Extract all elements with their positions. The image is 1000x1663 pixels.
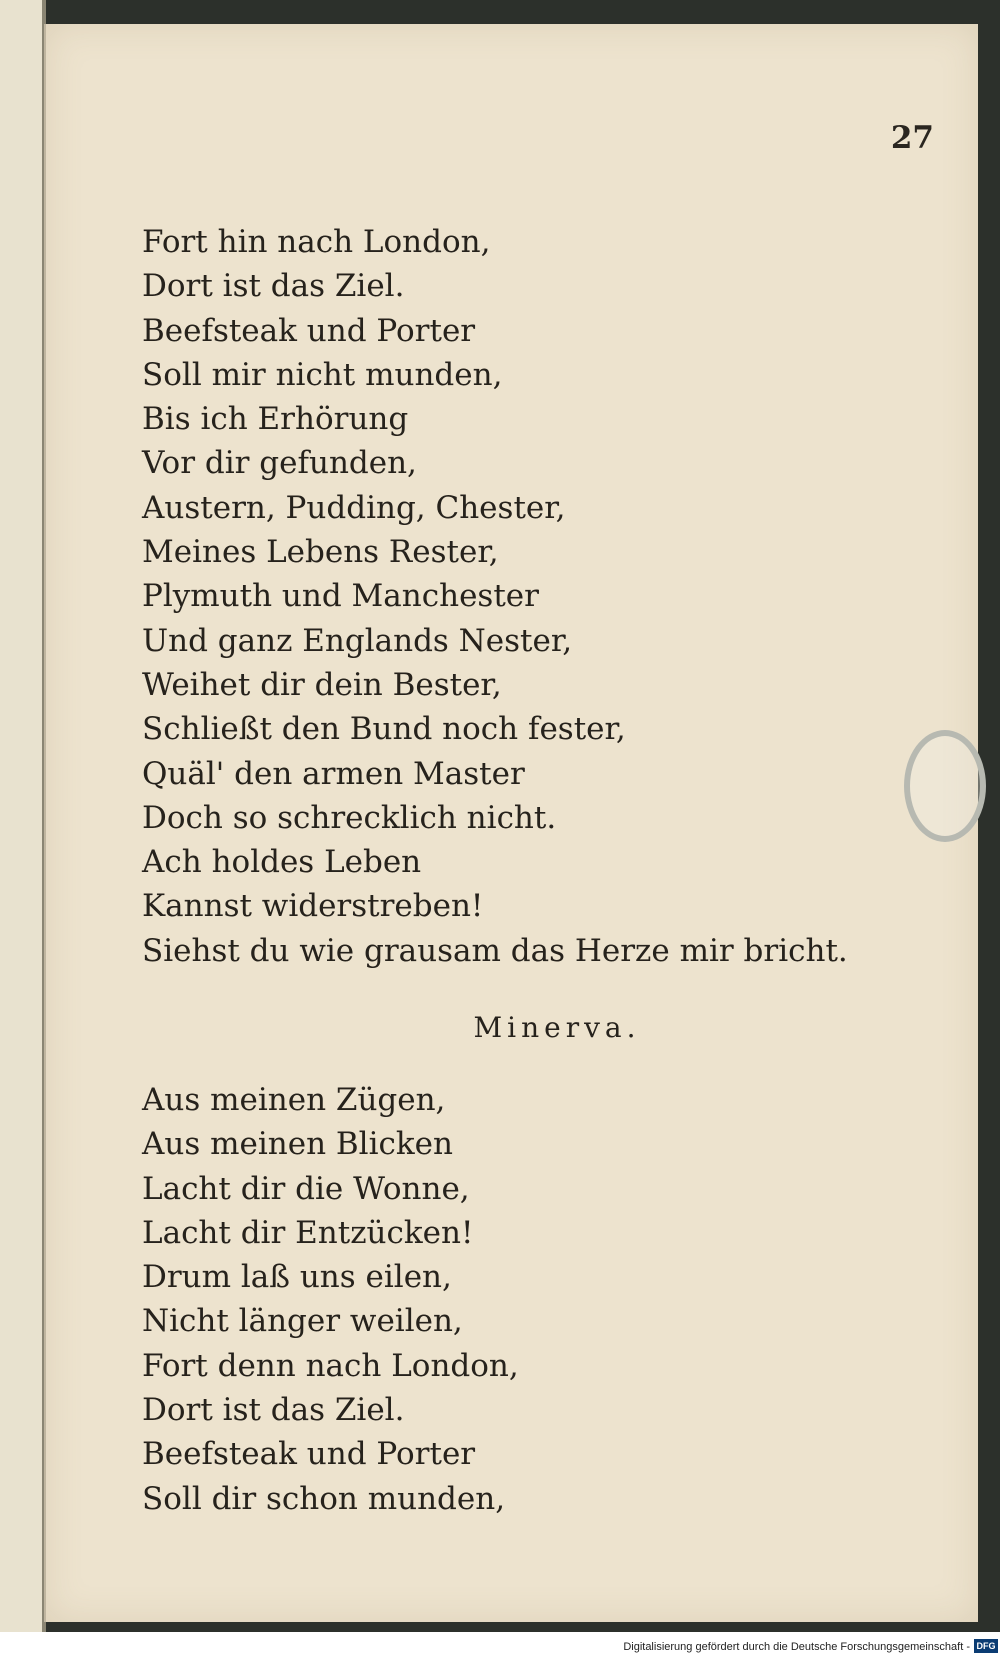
verse-line: Aus meinen Blicken xyxy=(142,1126,453,1163)
verse-line: Soll dir schon munden, xyxy=(142,1480,506,1517)
verse-line: Siehst du wie grausam das Herze mir bricht. xyxy=(142,932,848,969)
verse-line: Kannst widerstreben! xyxy=(142,888,484,925)
verse-line: Lacht dir die Wonne, xyxy=(142,1170,470,1207)
verse-line: Beefsteak und Porter xyxy=(142,312,476,349)
page-number: 27 xyxy=(890,120,934,156)
speaker-heading: Minerva. xyxy=(473,1011,641,1044)
footer-bar xyxy=(0,1632,1000,1663)
book-page xyxy=(44,24,978,1622)
verse-line: Aus meinen Zügen, xyxy=(142,1082,446,1118)
verse-line: Meines Lebens Rester, xyxy=(142,534,499,571)
digitization-credit: Digitalisierung gefördert durch die Deutsche Forschungsgemeinschaft - xyxy=(623,1641,970,1653)
verse-line: Fort hin nach London, xyxy=(142,224,491,260)
verse-line: Lacht dir Entzücken! xyxy=(142,1214,474,1251)
binding-clip xyxy=(904,730,986,842)
verse-line: Ach holdes Leben xyxy=(142,844,422,881)
verse-line: Nicht länger weilen, xyxy=(142,1303,463,1340)
verse-line: Fort denn nach London, xyxy=(142,1347,519,1384)
verse-line: Bis ich Erhörung xyxy=(142,401,409,438)
adjacent-page-edge xyxy=(0,0,46,1632)
verse-line: Austern, Pudding, Chester, xyxy=(142,489,566,526)
verse-line: Soll mir nicht munden, xyxy=(142,356,503,393)
verse-line: Weihet dir dein Bester, xyxy=(142,666,502,703)
verse-line: Doch so schrecklich nicht. xyxy=(142,799,557,836)
dfg-logo: DFG xyxy=(974,1639,998,1653)
verse-stanza-1 xyxy=(142,220,848,973)
verse-line: Beefsteak und Porter xyxy=(142,1436,476,1473)
verse-line: Dort ist das Ziel. xyxy=(142,1392,405,1429)
verse-line: Drum laß uns eilen, xyxy=(142,1259,452,1296)
verse-line: Quäl' den armen Master xyxy=(142,755,525,792)
verse-line: Schließt den Bund noch fester, xyxy=(142,711,626,748)
verse-line: Und ganz Englands Nester, xyxy=(142,622,573,659)
verse-stanza-2 xyxy=(142,1078,519,1521)
verse-line: Dort ist das Ziel. xyxy=(142,268,405,305)
verse-line: Plymuth und Manchester xyxy=(142,578,539,615)
verse-line: Vor dir gefunden, xyxy=(142,445,417,482)
